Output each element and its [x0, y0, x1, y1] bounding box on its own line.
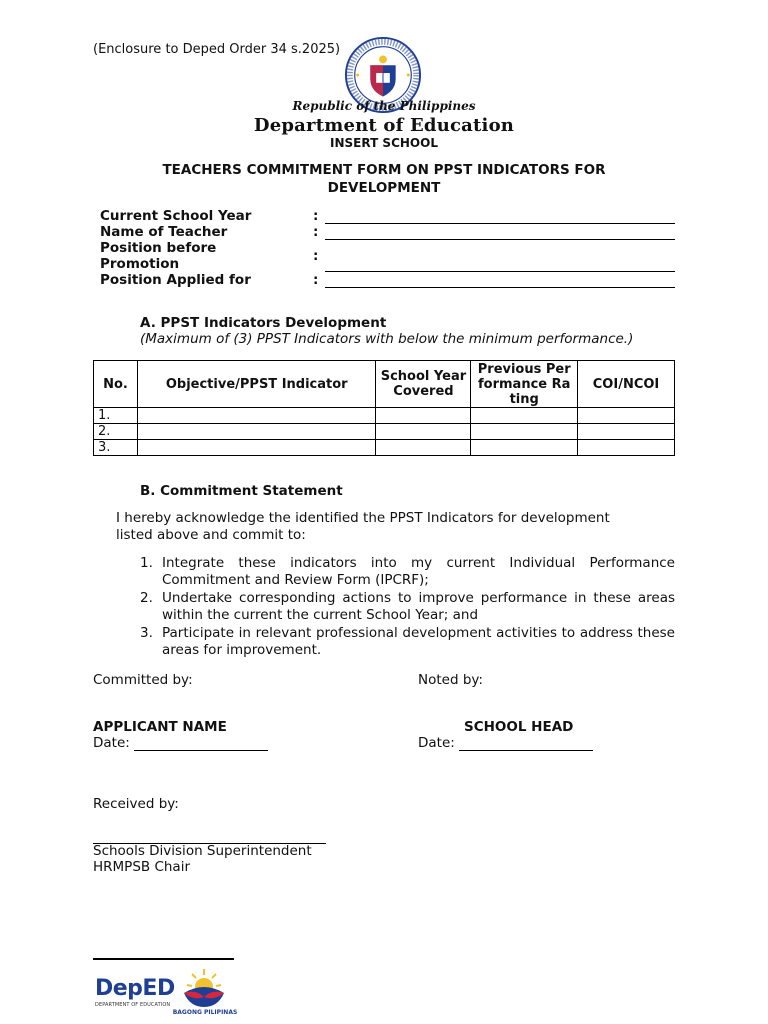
col-header-school-year: School Year Covered [376, 361, 471, 408]
school-head: SCHOOL HEAD [464, 719, 574, 735]
field-label-school-year: Current School Year [100, 208, 252, 224]
footer-rule [93, 958, 234, 960]
commitment-list [140, 555, 675, 660]
school-head-date [418, 735, 593, 751]
col-header-objective: Objective/PPST Indicator [137, 361, 376, 408]
commitment-intro: I hereby acknowledge the identified the PPST Indicators for development listed above and commit to: [116, 510, 610, 543]
school-head-date-line[interactable] [459, 738, 593, 751]
deped-footer-logo [95, 976, 175, 1016]
position-applied-line[interactable] [325, 287, 675, 288]
field-colon: : [313, 248, 319, 264]
table-row [94, 440, 675, 456]
republic-heading: Republic of the Philippines [292, 99, 476, 113]
school-year-cell[interactable] [376, 424, 471, 440]
coi-cell[interactable] [578, 440, 675, 456]
table-row [94, 408, 675, 424]
row-number: 2. [94, 424, 138, 440]
position-before-line[interactable] [325, 271, 675, 272]
rating-cell[interactable] [471, 424, 578, 440]
objective-cell[interactable] [137, 424, 376, 440]
table-row [94, 424, 675, 440]
field-label-position-before: Position before Promotion [100, 240, 217, 272]
col-header-previous-rating: Previous Performance Rating [471, 361, 578, 408]
list-number: 1. [140, 555, 153, 571]
applicant-date [93, 735, 268, 751]
list-item [140, 590, 675, 624]
ppst-indicators-table [93, 360, 675, 456]
list-item [140, 625, 675, 659]
field-label-teacher-name: Name of Teacher [100, 224, 228, 240]
row-number: 1. [94, 408, 138, 424]
date-label: Date: [418, 735, 455, 751]
sds-title: Schools Division Superintendent [93, 843, 312, 859]
school-year-cell[interactable] [376, 440, 471, 456]
enclosure-note: (Enclosure to Deped Order 34 s.2025) [93, 42, 341, 57]
objective-cell[interactable] [137, 440, 376, 456]
list-text: Undertake corresponding actions to improve performance in these areas within the current the current School Year; and [162, 590, 675, 623]
school-name: INSERT SCHOOL [330, 136, 438, 150]
bagong-pilipinas-logo [178, 963, 230, 1009]
field-label-position-applied: Position Applied for [100, 272, 251, 288]
coi-cell[interactable] [578, 424, 675, 440]
deped-logo-text: DepED [95, 976, 175, 1001]
col-header-no: No. [94, 361, 138, 408]
section-a-subtitle: (Maximum of (3) PPST Indicators with below the minimum performance.) [140, 331, 634, 347]
teacher-name-line[interactable] [325, 239, 675, 240]
received-by-label: Received by: [93, 796, 179, 812]
list-number: 3. [140, 625, 153, 641]
list-text: Participate in relevant professional development activities to address these areas for improvement. [162, 625, 675, 658]
field-colon: : [313, 272, 319, 288]
field-colon: : [313, 224, 319, 240]
bagong-pilipinas-text: BAGONG PILIPINAS [172, 1009, 238, 1016]
applicant-name: APPLICANT NAME [93, 719, 227, 735]
section-b-title: B. Commitment Statement [140, 483, 343, 499]
committed-by-label: Committed by: [93, 672, 193, 688]
section-a-title: A. PPST Indicators Development [140, 315, 387, 331]
col-header-coi-ncoi: COI/NCOI [578, 361, 675, 408]
form-title: TEACHERS COMMITMENT FORM ON PPST INDICATORS FOR DEVELOPMENT [162, 162, 606, 196]
rating-cell[interactable] [471, 408, 578, 424]
noted-by-label: Noted by: [418, 672, 483, 688]
department-heading: Department of Education [253, 115, 515, 136]
objective-cell[interactable] [137, 408, 376, 424]
list-item [140, 555, 675, 589]
school-year-line[interactable] [325, 223, 675, 224]
field-colon: : [313, 208, 319, 224]
deped-logo-sub: DEPARTMENT OF EDUCATION [95, 1002, 171, 1008]
table-header-row [94, 361, 675, 408]
hrmpsb-title: HRMPSB Chair [93, 859, 190, 875]
coi-cell[interactable] [578, 408, 675, 424]
applicant-date-line[interactable] [134, 738, 268, 751]
row-number: 3. [94, 440, 138, 456]
date-label: Date: [93, 735, 130, 751]
rating-cell[interactable] [471, 440, 578, 456]
list-text: Integrate these indicators into my current Individual Performance Commitment and Review Form (IPCRF); [162, 555, 675, 588]
list-number: 2. [140, 590, 153, 606]
school-year-cell[interactable] [376, 408, 471, 424]
